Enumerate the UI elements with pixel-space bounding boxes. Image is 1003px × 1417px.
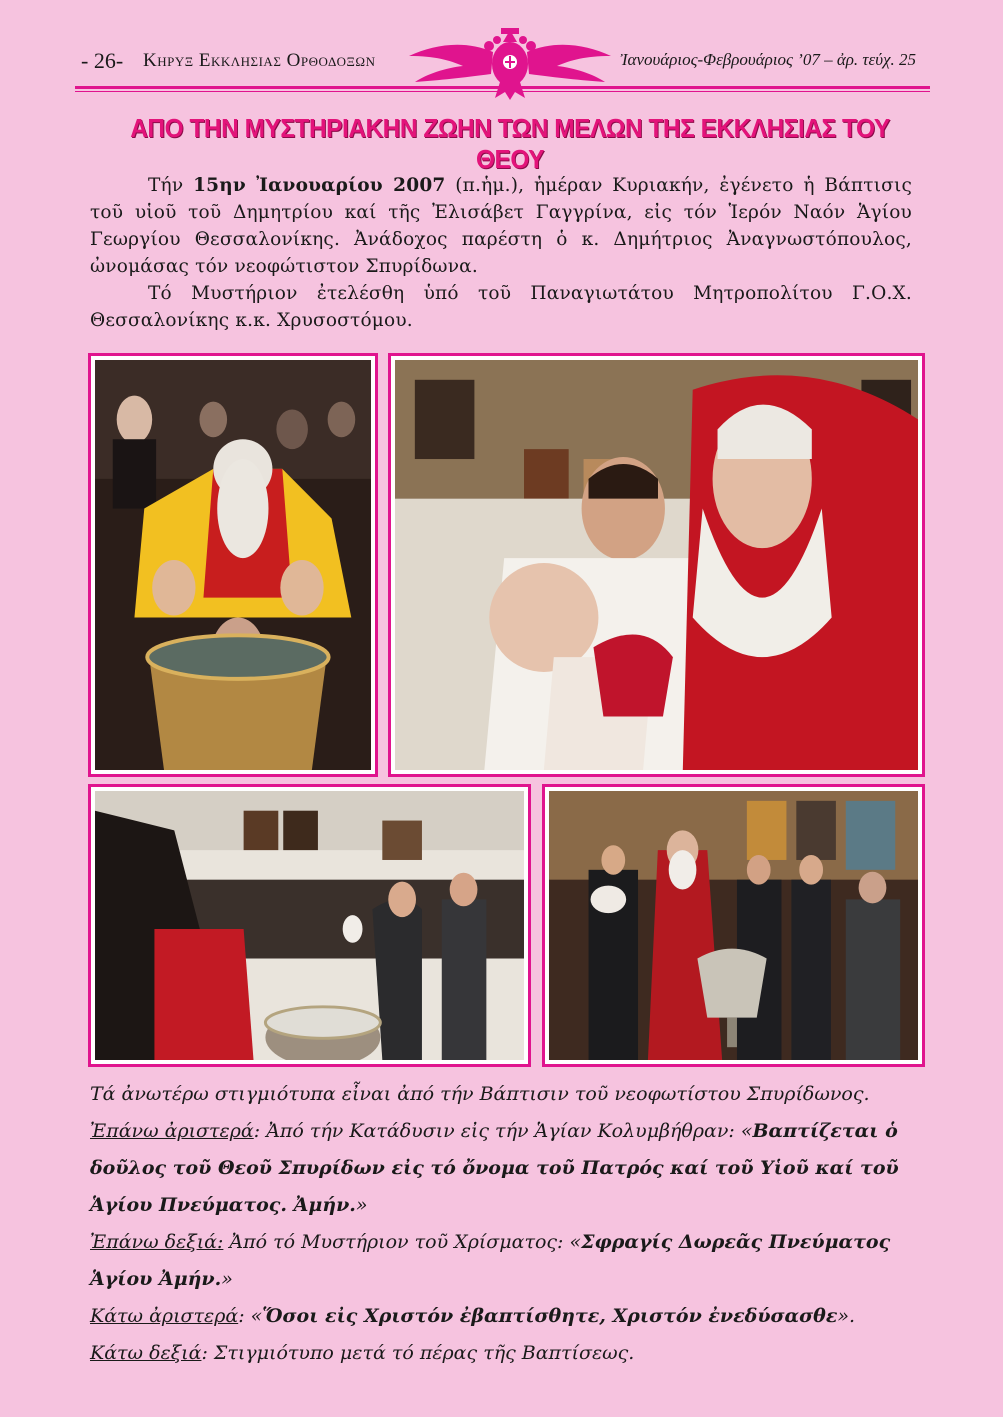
intro-text [90, 172, 912, 334]
caption-label: Κάτω δεξιά [90, 1342, 202, 1364]
header-rule [75, 86, 930, 89]
page-number: - 26- [81, 48, 124, 73]
page-header [75, 38, 930, 88]
caption-top-right: Ἐπάνω δεξιά: Ἀπό τό Μυστήριον τοῦ Χρίσματος: «Σφραγίς Δωρεᾶς Πνεύματος Ἁγίου Ἀμήν.» [90, 1231, 891, 1290]
caption-label: Ἐπάνω ἀριστερά [90, 1120, 254, 1142]
procession-photo [95, 791, 524, 1060]
photo-top-right [388, 353, 925, 777]
group-photo-after-baptism [549, 791, 918, 1060]
baptism-date: 15ην Ἰανουαρίου 2007 [193, 175, 446, 196]
header-rule-thin [75, 91, 930, 92]
caption-intro: Τά ἀνωτέρω στιγμιότυπα εἶναι ἀπό τήν Βάπτισιν τοῦ νεοφωτίστου Σπυρίδωνος. [90, 1083, 870, 1105]
caption-label: Κάτω ἀριστερά [90, 1305, 239, 1327]
photo-bottom-left [88, 784, 531, 1067]
chrismation-photo [395, 360, 918, 770]
intro-paragraph-2: Τό Μυστήριον ἐτελέσθη ὑπό τοῦ Παναγιωτάτου Μητροπολίτου Γ.Ο.Χ. Θεσσαλονίκης κ.κ. Χρυσοστόμου. [90, 283, 912, 331]
double-headed-eagle-icon [405, 22, 615, 102]
baptism-immersion-photo [95, 360, 371, 770]
photo-bottom-right [542, 784, 925, 1067]
photo-top-left [88, 353, 378, 777]
page-title: ΑΠΟ ΤΗΝ ΜΥΣΤΗΡΙΑΚΗΝ ΖΩΗΝ ΤΩΝ ΜΕΛΩΝ ΤΗΣ ΕΚΚΛΗΣΙΑΣ ΤΟΥ ΘΕΟΥ [130, 113, 890, 174]
intro-paragraph-1: Τήν 15ην Ἰανουαρίου 2007 (π.ἡμ.), ἡμέραν Κυριακήν, ἐγένετο ἡ Βάπτισις τοῦ υἱοῦ τοῦ Δημητρίου καί τῆς Ἐλισάβετ Γαγγρίνα, εἰς τόν Ἱερόν Ναόν Ἁγίου Γεωργίου Θεσσαλονίκης. Ἀνάδοχος παρέστη ὁ κ. Δημήτριος Ἀναγνωστόπουλος, ὠνομάσας τόν νεοφώτιστον Σπυρίδωνα. [90, 175, 912, 277]
photo-captions [90, 1076, 915, 1372]
caption-bottom-right: Κάτω δεξιά: Στιγμιότυπο μετά τό πέρας τῆς Βαπτίσεως. [90, 1342, 635, 1364]
issue-info: Ἰανουάριος-Φεβρουάριος ’07 – ἀρ. τεύχ. 25 [620, 50, 916, 69]
caption-bottom-left: Κάτω ἀριστερά: «Ὅσοι εἰς Χριστόν ἐβαπτίσθητε, Χριστόν ἐνεδύσασθε». [90, 1305, 856, 1327]
publication-name: Κηρυξ Εκκλησιας Ορθοδοξων [143, 50, 376, 71]
caption-top-left: Ἐπάνω ἀριστερά: Ἀπό τήν Κατάδυσιν εἰς τήν Ἁγίαν Κολυμβήθραν: «Βαπτίζεται ὁ δοῦλος τοῦ Θεοῦ Σπυρίδων εἰς τό ὄνομα τοῦ Πατρός καί τοῦ Υἱοῦ καί τοῦ Ἁγίου Πνεύματος. Ἀμήν.» [90, 1120, 899, 1216]
caption-label: Ἐπάνω δεξιά: [90, 1231, 224, 1253]
